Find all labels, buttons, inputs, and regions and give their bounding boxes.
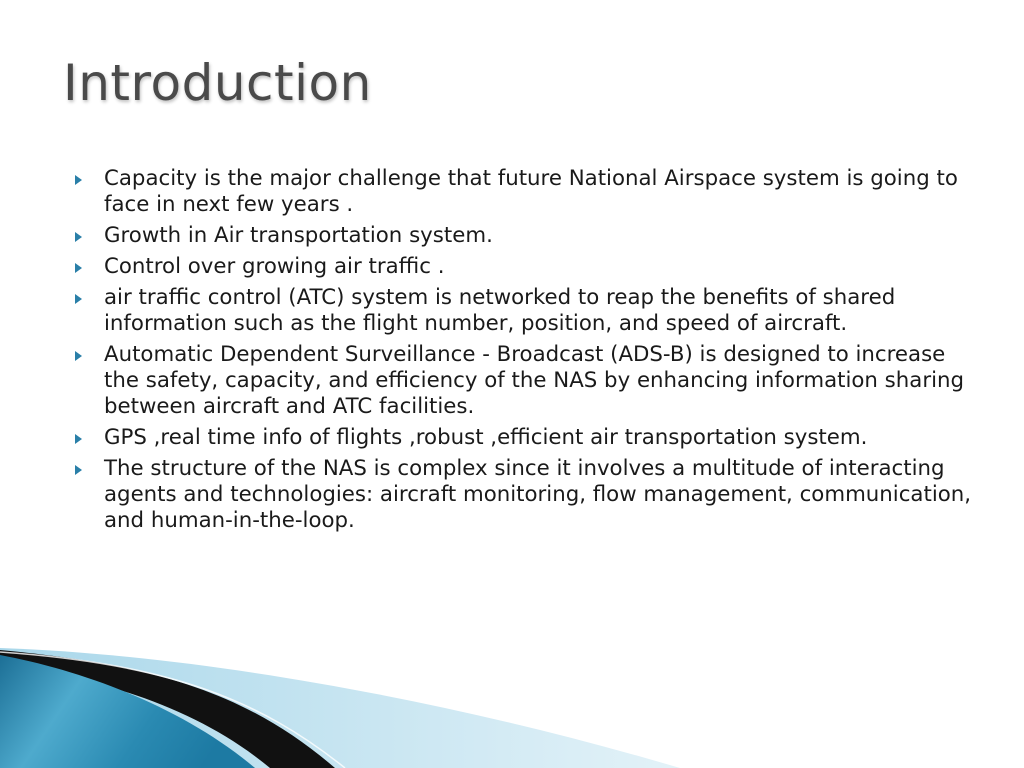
bullet-text: Automatic Dependent Surveillance - Broadcast (ADS-B) is designed to increase the safety, capacity, and efficiency of the NAS by enhancing information sharing between aircraft and ATC facilities. xyxy=(104,342,965,419)
triangle-right-icon xyxy=(75,263,82,273)
bullet-text: Growth in Air transportation system. xyxy=(104,223,493,248)
bullet-item xyxy=(73,254,978,280)
bullet-text: air traffic control (ATC) system is networked to reap the benefits of shared information such as the flight number, position, and speed of aircraft. xyxy=(104,285,896,336)
wave-blue xyxy=(0,655,255,768)
slide-title: Introduction xyxy=(63,54,372,112)
bullet-text: GPS ,real time info of flights ,robust ,efficient air transportation system. xyxy=(104,425,868,450)
triangle-right-icon xyxy=(75,465,82,475)
bullet-item xyxy=(73,456,978,534)
wave-light xyxy=(0,648,680,768)
bullet-item xyxy=(73,166,978,218)
bullet-item xyxy=(73,285,978,337)
bullet-item xyxy=(73,425,978,451)
triangle-right-icon xyxy=(75,294,82,304)
bullet-item xyxy=(73,342,978,420)
bullet-text: Capacity is the major challenge that future National Airspace system is going to face in next few years . xyxy=(104,166,958,217)
triangle-right-icon xyxy=(75,232,82,242)
bullet-item xyxy=(73,223,978,249)
triangle-right-icon xyxy=(75,351,82,361)
triangle-right-icon xyxy=(75,434,82,444)
triangle-right-icon xyxy=(75,175,82,185)
wave-dark xyxy=(0,650,335,768)
bullet-text: The structure of the NAS is complex since it involves a multitude of interacting agents and technologies: aircraft monitoring, flow management, communication, and human-in-the-loop. xyxy=(104,456,972,533)
bullet-list xyxy=(73,166,978,539)
wave-highlight xyxy=(0,652,345,768)
bullet-text: Control over growing air traffic . xyxy=(104,254,445,279)
